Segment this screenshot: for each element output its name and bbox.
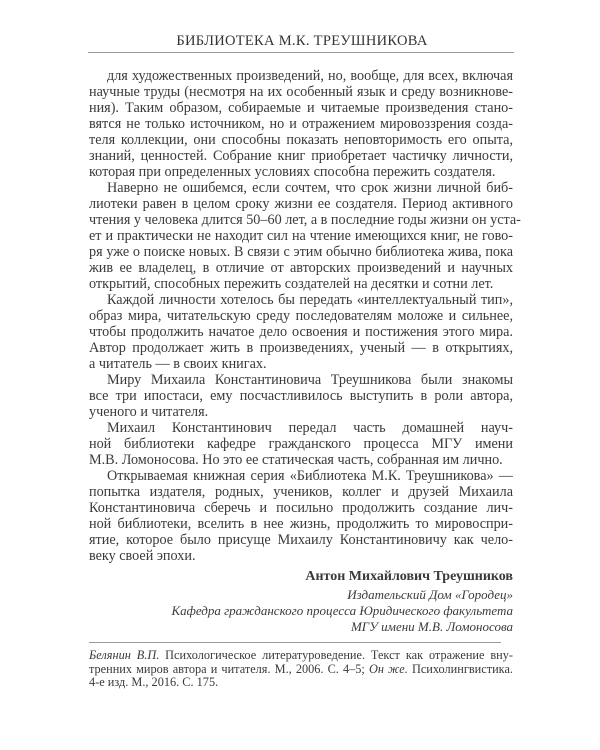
text-line: ет и практически не находит сил на чтение имеющихся книг, не гово-	[89, 228, 513, 244]
text-line: ря уже о поиске новых. В связи с этим обычно библиотека жива, пока	[89, 244, 513, 260]
text-line: научные труды (несмотря на их особенный язык и среду возникнове-	[89, 84, 513, 100]
text-line: Михаил Константинович передал часть домашней науч-	[107, 420, 513, 436]
text-line: М.В. Ломоносова. Но это ее статическая часть, собранная им лично.	[89, 452, 503, 468]
paragraph	[89, 292, 513, 372]
text-line: Наверно не ошибемся, если сочтем, что срок жизни личной биб-	[107, 180, 513, 196]
text-line: вятся не только источником, но и отражением мировоззрения созда-	[89, 116, 513, 132]
text-line: образ мира, читательскую среду последователям моложе и сильнее,	[89, 308, 513, 324]
text-line: Миру Михаила Константиновича Треушникова были знакомы	[107, 372, 513, 388]
footnote-text: Психологическое литературоведение. Текст как отражение вну-	[159, 648, 514, 662]
signature-name: Антон Михайлович Треушников	[305, 569, 513, 584]
footnote-text: 4-е изд. М., 2016. С. 175.	[89, 675, 219, 689]
text-line: а читатель — в своих книгах.	[89, 356, 267, 372]
text-line: которая при определенных условиях способна пережить создателя.	[89, 164, 496, 180]
paragraph	[89, 468, 513, 564]
text-line: чтения у человека длится 50–60 лет, а в последние годы жизни он уста-	[89, 212, 521, 228]
footnote-text: Психолингвистика.	[407, 661, 513, 676]
signature-affiliation: Кафедра гражданского процесса Юридического факультета	[171, 603, 513, 618]
text-line: для художественных произведений, но, вообще, для всех, включая	[107, 68, 513, 84]
footnote	[89, 649, 513, 690]
text-line: Каждой личности хотелось бы передать «интеллектуальный тип»,	[107, 292, 513, 308]
text-line: ния). Таким образом, собираемые и читаемые произведения стано-	[89, 100, 513, 116]
text-line: теля коллекции, они способны показать неповторимость его опыта,	[89, 132, 513, 148]
paragraph	[89, 68, 513, 180]
text-line: все три ипостаси, ему посчастливилось выступить в роли автора,	[89, 388, 513, 404]
text-line: открытий, способных пережить создателей на десятки и сотни лет.	[89, 276, 494, 292]
footnote-ibid: Он же.	[368, 661, 408, 676]
text-line: жив ее владелец, в отличие от авторских произведений и научных	[89, 260, 513, 276]
paragraph	[89, 420, 513, 468]
text-line: лиотеки равен в целом сроку жизни ее создателя. Период активного	[89, 196, 513, 212]
signature-affiliation: МГУ имени М.В. Ломоносова	[350, 619, 513, 634]
paragraph	[89, 372, 513, 420]
paragraph	[89, 180, 521, 292]
running-header: БИБЛИОТЕКА М.К. ТРЕУШНИКОВА	[176, 33, 428, 49]
text-line: ятие, которое было присуще Михаилу Константиновичу как чело-	[89, 532, 513, 548]
text-line: Автор продолжает жить в произведениях, ученый — в открытиях,	[89, 340, 513, 356]
text-line: ной библиотеки, вселить в нее жизнь, продолжить то мировоспри-	[89, 516, 513, 532]
text-line: Константиновича сберечь и посильно продолжить создание лич-	[89, 500, 513, 516]
header-rule	[88, 52, 514, 53]
footnote-text: тренних миров автора и читателя. М., 2006. С. 4–5;	[89, 661, 369, 676]
body-text	[89, 68, 521, 564]
signature-affiliation: Издательский Дом «Городец»	[347, 587, 513, 602]
text-line: знаний, ценностей. Собрание книг приобретает частичку личности,	[89, 148, 513, 164]
text-line: Открываемая книжная серия «Библиотека М.К. Треушникова» —	[107, 468, 513, 484]
text-line: ученого и читателя.	[89, 404, 209, 420]
text-line: ной библиотеки кафедре гражданского процесса МГУ имени	[89, 436, 513, 452]
footnote-rule	[89, 642, 501, 643]
footnote-author: Белянин В.П.	[89, 648, 160, 662]
text-line: веку своей эпохи.	[89, 548, 196, 564]
text-line: чтобы продолжить начатое дело освоения и постижения этого мира.	[89, 324, 513, 340]
text-line: попытка издателя, родных, учеников, коллег и друзей Михаила	[89, 484, 513, 500]
